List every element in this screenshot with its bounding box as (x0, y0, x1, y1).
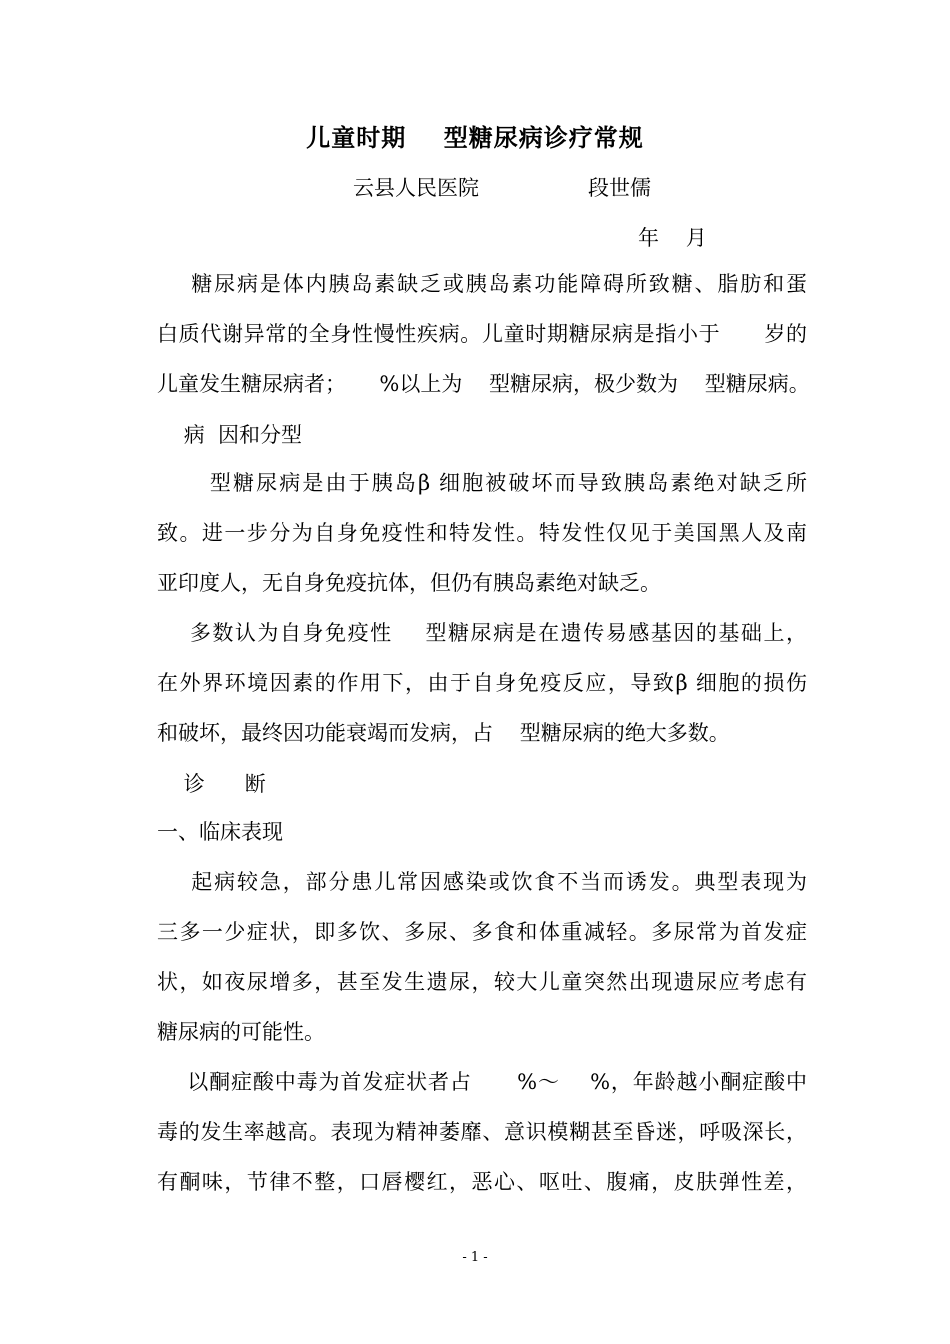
paragraph-line: 亚印度人，无自身免疫抗体，但仍有胰岛素绝对缺乏。 (157, 571, 661, 595)
paragraph-line: 型糖尿病是由于胰岛β 细胞被破坏而导致胰岛素绝对缺乏所 (157, 471, 807, 495)
page-number: - 1 - (462, 1250, 488, 1265)
section-heading-etiology: 病 因和分型 (157, 423, 303, 447)
paragraph-line: 以酮症酸中毒为首发症状者占 %～ %，年龄越小酮症酸中 (157, 1070, 807, 1094)
author-name: 段世儒 (588, 176, 651, 200)
paragraph-line: 状，如夜尿增多，甚至发生遗尿，较大儿童突然出现遗尿应考虑有 (157, 970, 807, 994)
section-heading-diagnosis: 诊 断 (157, 772, 266, 796)
paragraph-line: 糖尿病的可能性。 (157, 1020, 325, 1044)
paragraph-line: 毒的发生率越高。表现为精神萎靡、意识模糊甚至昏迷，呼吸深长， (157, 1120, 807, 1144)
hospital-name: 云县人民医院 (353, 176, 479, 200)
document-title: 儿童时期 型糖尿病诊疗常规 (306, 124, 644, 152)
paragraph-line: 在外界环境因素的作用下，由于自身免疫反应，导致β 细胞的损伤 (157, 671, 807, 695)
paragraph-line: 三多一少症状，即多饮、多尿、多食和体重减轻。多尿常为首发症 (157, 920, 807, 944)
paragraph-line: 白质代谢异常的全身性慢性疾病。儿童时期糖尿病是指小于 岁的 (157, 322, 807, 346)
document-date: 年 月 (638, 226, 707, 250)
paragraph-line: 和破坏，最终因功能衰竭而发病，占 型糖尿病的绝大多数。 (157, 721, 730, 745)
paragraph-line: 糖尿病是体内胰岛素缺乏或胰岛素功能障碍所致糖、脂肪和蛋 (157, 272, 807, 296)
paragraph-line: 致。进一步分为自身免疫性和特发性。特发性仅见于美国黑人及南 (157, 521, 807, 545)
paragraph-line: 有酮味，节律不整，口唇樱红，恶心、呕吐、腹痛，皮肤弹性差， (157, 1170, 807, 1194)
paragraph-line: 多数认为自身免疫性 型糖尿病是在遗传易感基因的基础上， (157, 621, 807, 645)
paragraph-line: 儿童发生糖尿病者； %以上为 型糖尿病，极少数为 型糖尿病。 (157, 372, 810, 396)
subsection-heading-clinical: 一、临床表现 (157, 820, 283, 844)
paragraph-line: 起病较急，部分患儿常因感染或饮食不当而诱发。典型表现为 (157, 870, 807, 894)
